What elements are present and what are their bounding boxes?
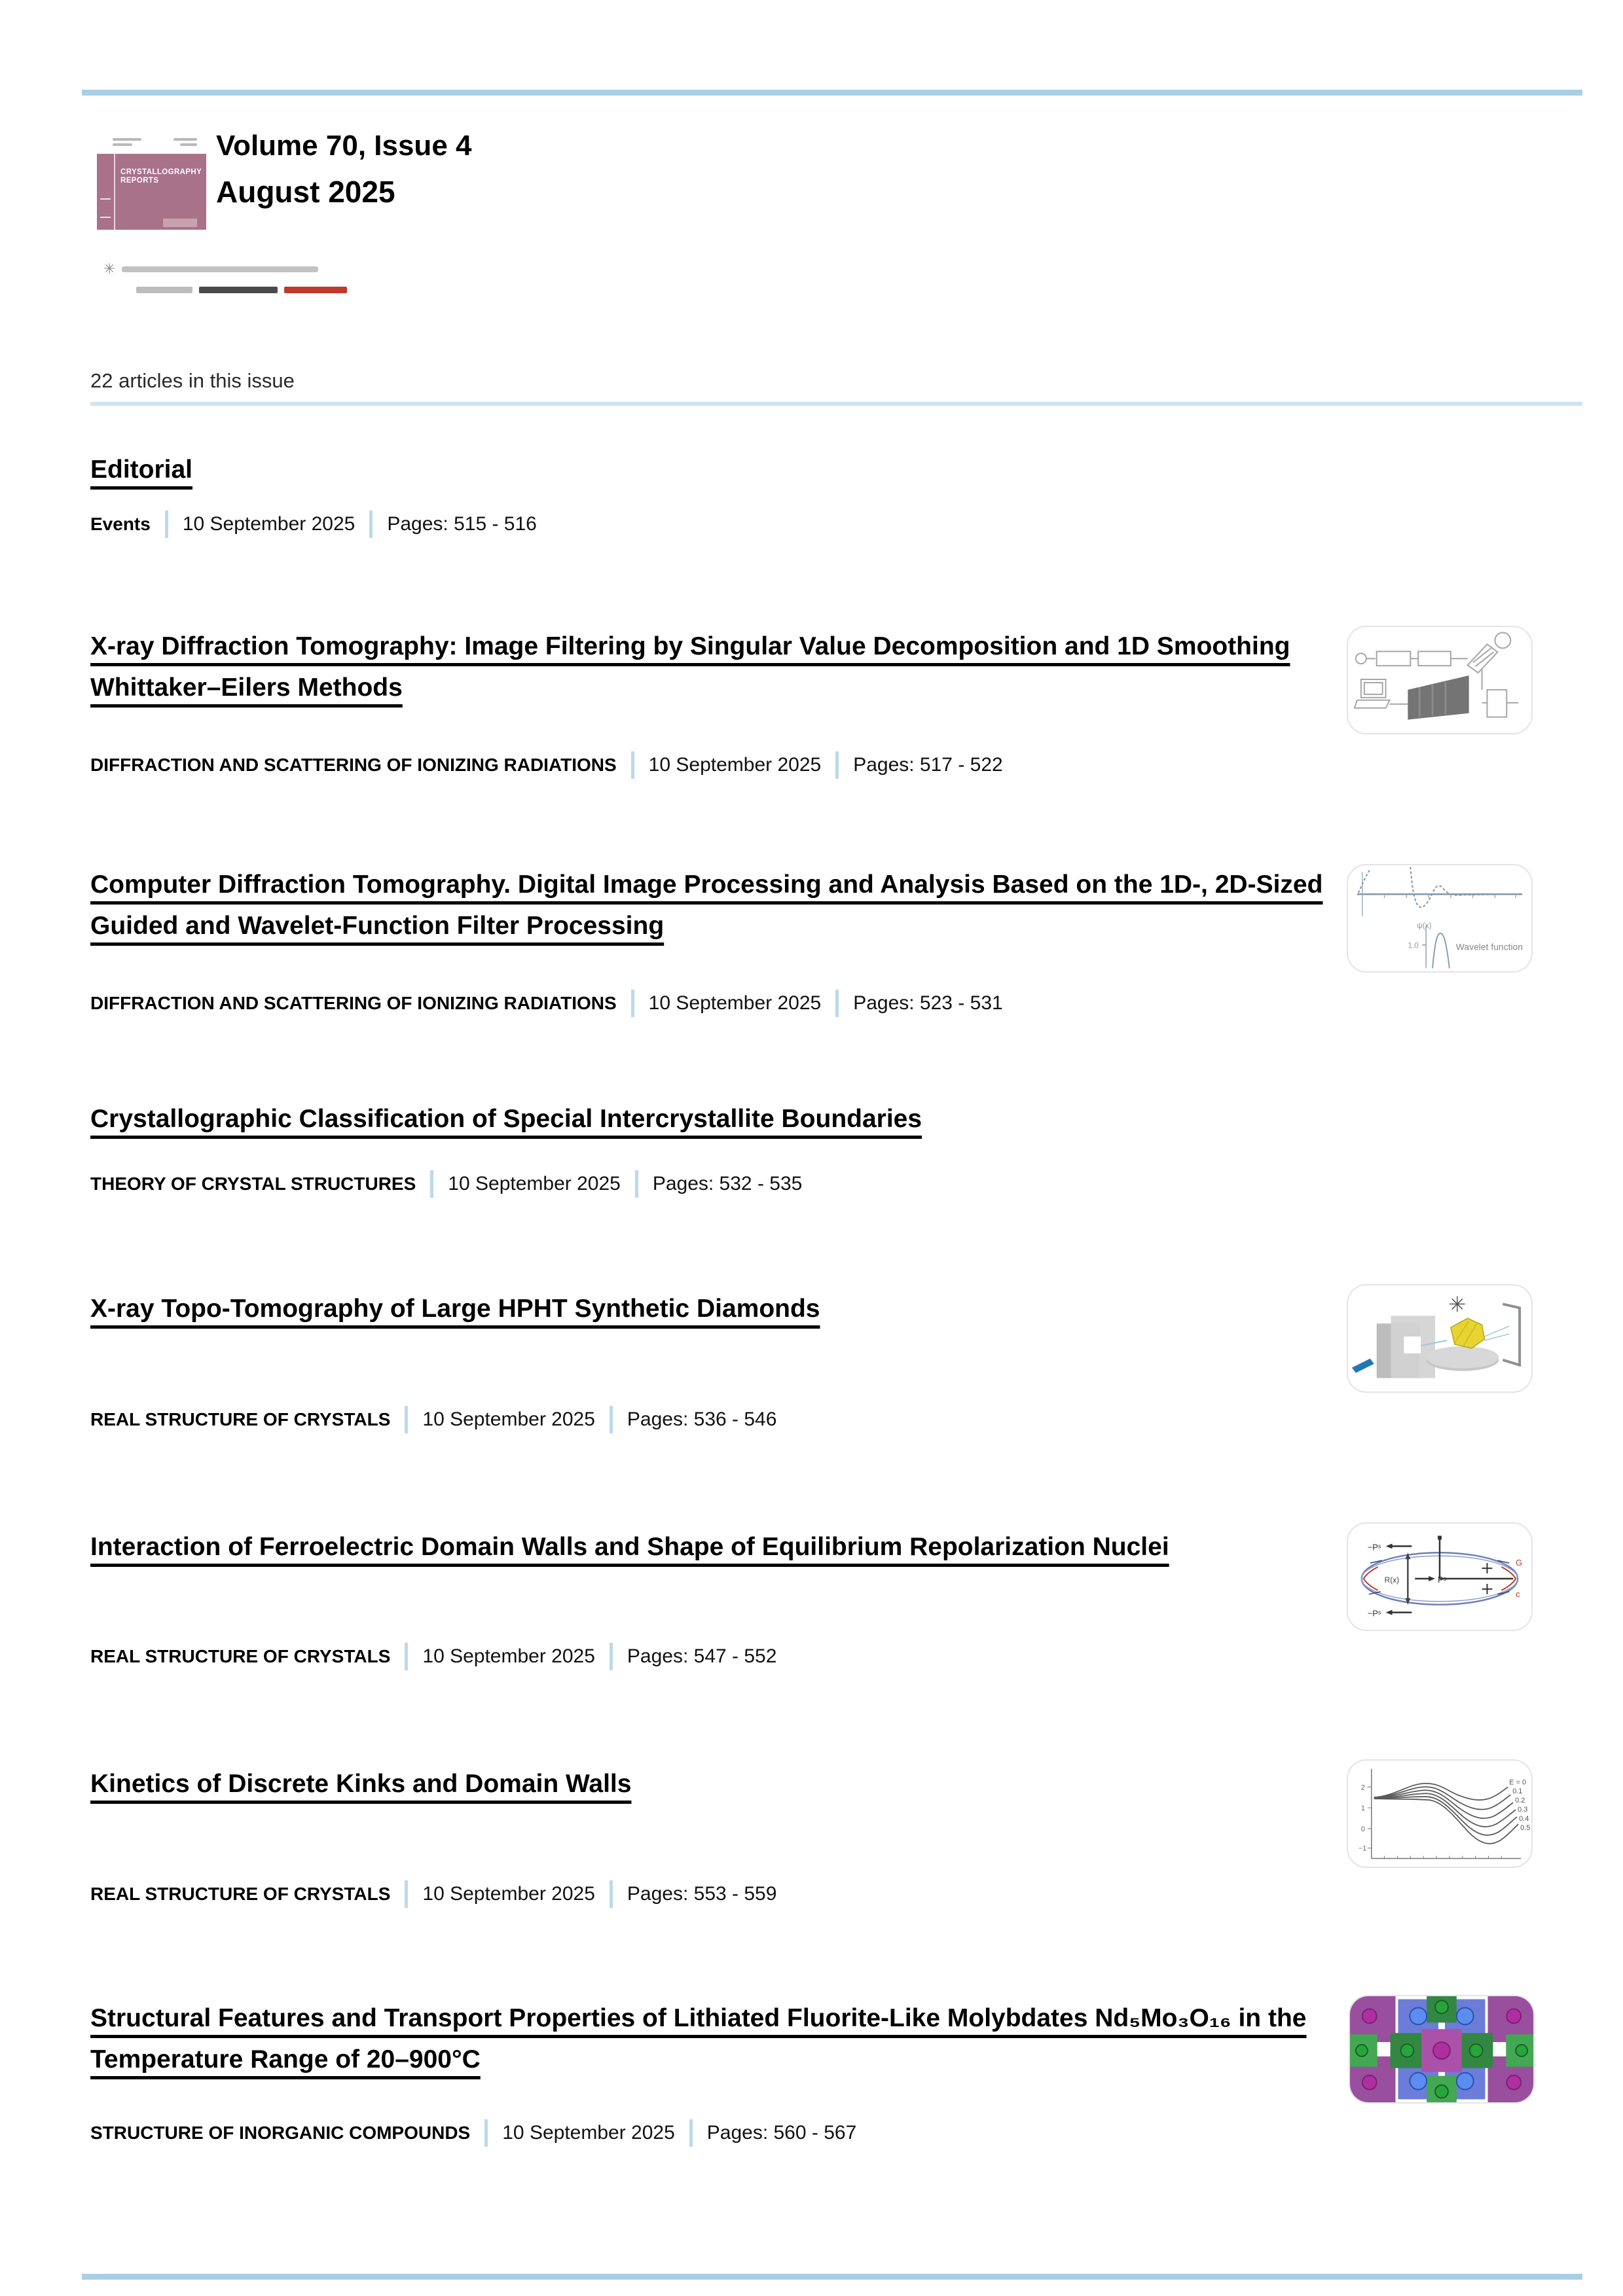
publisher-name-text xyxy=(122,266,318,272)
article-thumbnail-wavelet[interactable] xyxy=(1347,864,1533,973)
meta-separator xyxy=(610,1880,613,1908)
kinks-label-e0: E = 0 xyxy=(1509,1778,1527,1787)
ferro-label-left: R(x) xyxy=(1384,1575,1400,1585)
article-date: 10 September 2025 xyxy=(182,513,356,535)
article-meta-row xyxy=(90,509,537,539)
meta-separator xyxy=(405,1643,408,1670)
article-date: 10 September 2025 xyxy=(448,1173,621,1194)
distributor-name-dark xyxy=(199,287,278,293)
cover-topnote-right2 xyxy=(180,143,197,146)
article-thumbnail-domain-walls[interactable] xyxy=(1347,1522,1533,1631)
article-meta-row xyxy=(90,1879,776,1909)
cover-topnote-left xyxy=(113,138,141,141)
article-title-link[interactable]: Crystallographic Classification of Special Intercrystallite Boundaries xyxy=(90,1105,922,1133)
article-pages: Pages: 517 - 522 xyxy=(853,754,1003,776)
cover-title-line2: REPORTS xyxy=(120,177,159,185)
meta-separator xyxy=(484,2119,488,2147)
article-date: 10 September 2025 xyxy=(502,2122,675,2144)
meta-separator xyxy=(610,1406,613,1433)
issue-date: August 2025 xyxy=(216,175,395,209)
article-date: 10 September 2025 xyxy=(648,992,822,1014)
article-title-link[interactable]: Interaction of Ferroelectric Domain Walls and Shape of Equilibrium Repolarization Nuclei xyxy=(90,1533,1169,1561)
meta-separator xyxy=(430,1170,433,1198)
issue-divider xyxy=(90,402,1582,406)
meta-separator xyxy=(631,990,634,1017)
ferro-label-top: −Pˢ xyxy=(1367,1542,1381,1552)
ferro-label-mid: Pˢ xyxy=(1438,1574,1447,1585)
article-thumbnail-crystal-structure[interactable] xyxy=(1349,1995,1535,2104)
topo-tomography-schematic xyxy=(1348,1285,1531,1391)
wavelet-plot xyxy=(1348,865,1531,971)
cover-spine-marks xyxy=(100,198,111,218)
kinks-label-01: 0.1 xyxy=(1512,1787,1523,1796)
meta-separator xyxy=(165,511,168,538)
cover-journal-title xyxy=(120,168,202,185)
article-title-link[interactable]: Structural Features and Transport Properties of Lithiated Fluorite-Like Molybdates Nd₅Mo₃O₁₆ in the Temperature Range of 20–900°C xyxy=(90,2004,1307,2073)
cover-body xyxy=(97,154,206,230)
article-title-link[interactable]: Kinetics of Discrete Kinks and Domain Walls xyxy=(90,1770,632,1798)
article-pages: Pages: 547 - 552 xyxy=(627,1645,777,1667)
article-category: STRUCTURE OF INORGANIC COMPOUNDS xyxy=(90,2123,471,2143)
cover-topnote-left2 xyxy=(113,143,132,146)
publisher-emblem-icon: ✳ xyxy=(103,260,116,277)
ferroelectric-nucleus-diagram xyxy=(1348,1524,1531,1630)
article-meta-row xyxy=(90,1405,776,1435)
article-category: DIFFRACTION AND SCATTERING OF IONIZING RADIATIONS xyxy=(90,755,617,775)
article-pages: Pages: 515 - 516 xyxy=(387,513,537,535)
article-meta-row xyxy=(90,2118,856,2148)
kinks-ytick-0: 0 xyxy=(1360,1825,1365,1833)
article-category: REAL STRUCTURE OF CRYSTALS xyxy=(90,1646,391,1666)
article-category: THEORY OF CRYSTAL STRUCTURES xyxy=(90,1174,416,1194)
meta-separator xyxy=(835,990,839,1017)
wavelet-y-label: ψ(x) xyxy=(1417,920,1432,930)
distributor-name-red xyxy=(284,287,347,293)
journal-cover-thumbnail[interactable] xyxy=(97,133,206,230)
article-date: 10 September 2025 xyxy=(648,754,822,776)
article-pages: Pages: 560 - 567 xyxy=(706,2122,857,2144)
meta-separator xyxy=(405,1406,408,1433)
article-thumbnail-kinks-plot[interactable] xyxy=(1347,1759,1533,1868)
kinks-ytick-m1: −1 xyxy=(1358,1844,1367,1853)
meta-separator xyxy=(835,751,839,779)
article-date: 10 September 2025 xyxy=(422,1645,595,1667)
kinks-label-03: 0.3 xyxy=(1518,1806,1528,1814)
article-thumbnail-xray-setup[interactable] xyxy=(1347,626,1533,734)
article-date: 10 September 2025 xyxy=(422,1408,595,1430)
crystal-structure-render xyxy=(1350,1996,1533,2102)
article-pages: Pages: 532 - 535 xyxy=(652,1173,803,1194)
xray-setup-schematic xyxy=(1348,627,1531,733)
article-pages: Pages: 536 - 546 xyxy=(627,1408,777,1430)
wavelet-function-label: Wavelet function xyxy=(1455,941,1523,952)
article-meta-row xyxy=(90,750,1003,780)
cover-spine-line xyxy=(114,154,115,230)
meta-separator xyxy=(689,2119,693,2147)
distributed-by-text xyxy=(136,287,192,293)
cover-footer-box xyxy=(163,219,197,227)
article-date: 10 September 2025 xyxy=(422,1883,595,1905)
cover-topnote-right xyxy=(173,138,197,141)
article-title-link[interactable]: X-ray Diffraction Tomography: Image Filtering by Singular Value Decomposition and 1D Smoothing Whittaker–Eilers Methods xyxy=(90,632,1290,702)
ferro-label-g: G xyxy=(1516,1558,1523,1568)
article-pages: Pages: 523 - 531 xyxy=(853,992,1003,1014)
meta-separator xyxy=(405,1880,408,1908)
kinks-curves-plot xyxy=(1348,1761,1531,1867)
article-category: DIFFRACTION AND SCATTERING OF IONIZING RADIATIONS xyxy=(90,993,617,1013)
article-category: REAL STRUCTURE OF CRYSTALS xyxy=(90,1884,391,1904)
article-title-link[interactable]: Editorial xyxy=(90,456,193,484)
kinks-label-04: 0.4 xyxy=(1519,1814,1529,1823)
article-meta-row xyxy=(90,988,1003,1018)
article-title-link[interactable]: X-ray Topo-Tomography of Large HPHT Synthetic Diamonds xyxy=(90,1295,820,1323)
ferro-label-bottom: −Pˢ xyxy=(1367,1608,1381,1619)
kinks-ytick-1: 1 xyxy=(1360,1804,1365,1813)
cover-title-line1: CRYSTALLOGRAPHY xyxy=(120,168,202,176)
article-title-link[interactable]: Computer Diffraction Tomography. Digital Image Processing and Analysis Based on the 1D-, 2D-Sized Guided and Wavelet-Function Filter Processing xyxy=(90,870,1323,940)
meta-separator xyxy=(610,1643,613,1670)
kinks-ytick-2: 2 xyxy=(1360,1784,1365,1792)
kinks-label-02: 0.2 xyxy=(1515,1797,1525,1805)
meta-separator xyxy=(631,751,634,779)
wavelet-axis-value: 1.0 xyxy=(1408,941,1419,950)
distributor-logo-row xyxy=(136,287,347,293)
article-count-label: 22 articles in this issue xyxy=(90,369,295,392)
issue-volume-title: Volume 70, Issue 4 xyxy=(216,130,472,162)
kinks-label-05: 0.5 xyxy=(1520,1823,1531,1832)
meta-separator xyxy=(369,511,373,538)
article-meta-row xyxy=(90,1641,776,1672)
article-category: Events xyxy=(90,514,151,534)
bottom-accent-bar xyxy=(82,2274,1582,2280)
ferro-label-c: c xyxy=(1516,1588,1520,1599)
article-pages: Pages: 553 - 559 xyxy=(627,1883,777,1905)
meta-separator xyxy=(635,1170,638,1198)
top-accent-bar xyxy=(82,90,1582,96)
publisher-logo-row xyxy=(103,260,318,278)
article-category: REAL STRUCTURE OF CRYSTALS xyxy=(90,1409,391,1429)
article-meta-row xyxy=(90,1169,802,1199)
article-thumbnail-topo-tomography[interactable] xyxy=(1347,1284,1533,1393)
